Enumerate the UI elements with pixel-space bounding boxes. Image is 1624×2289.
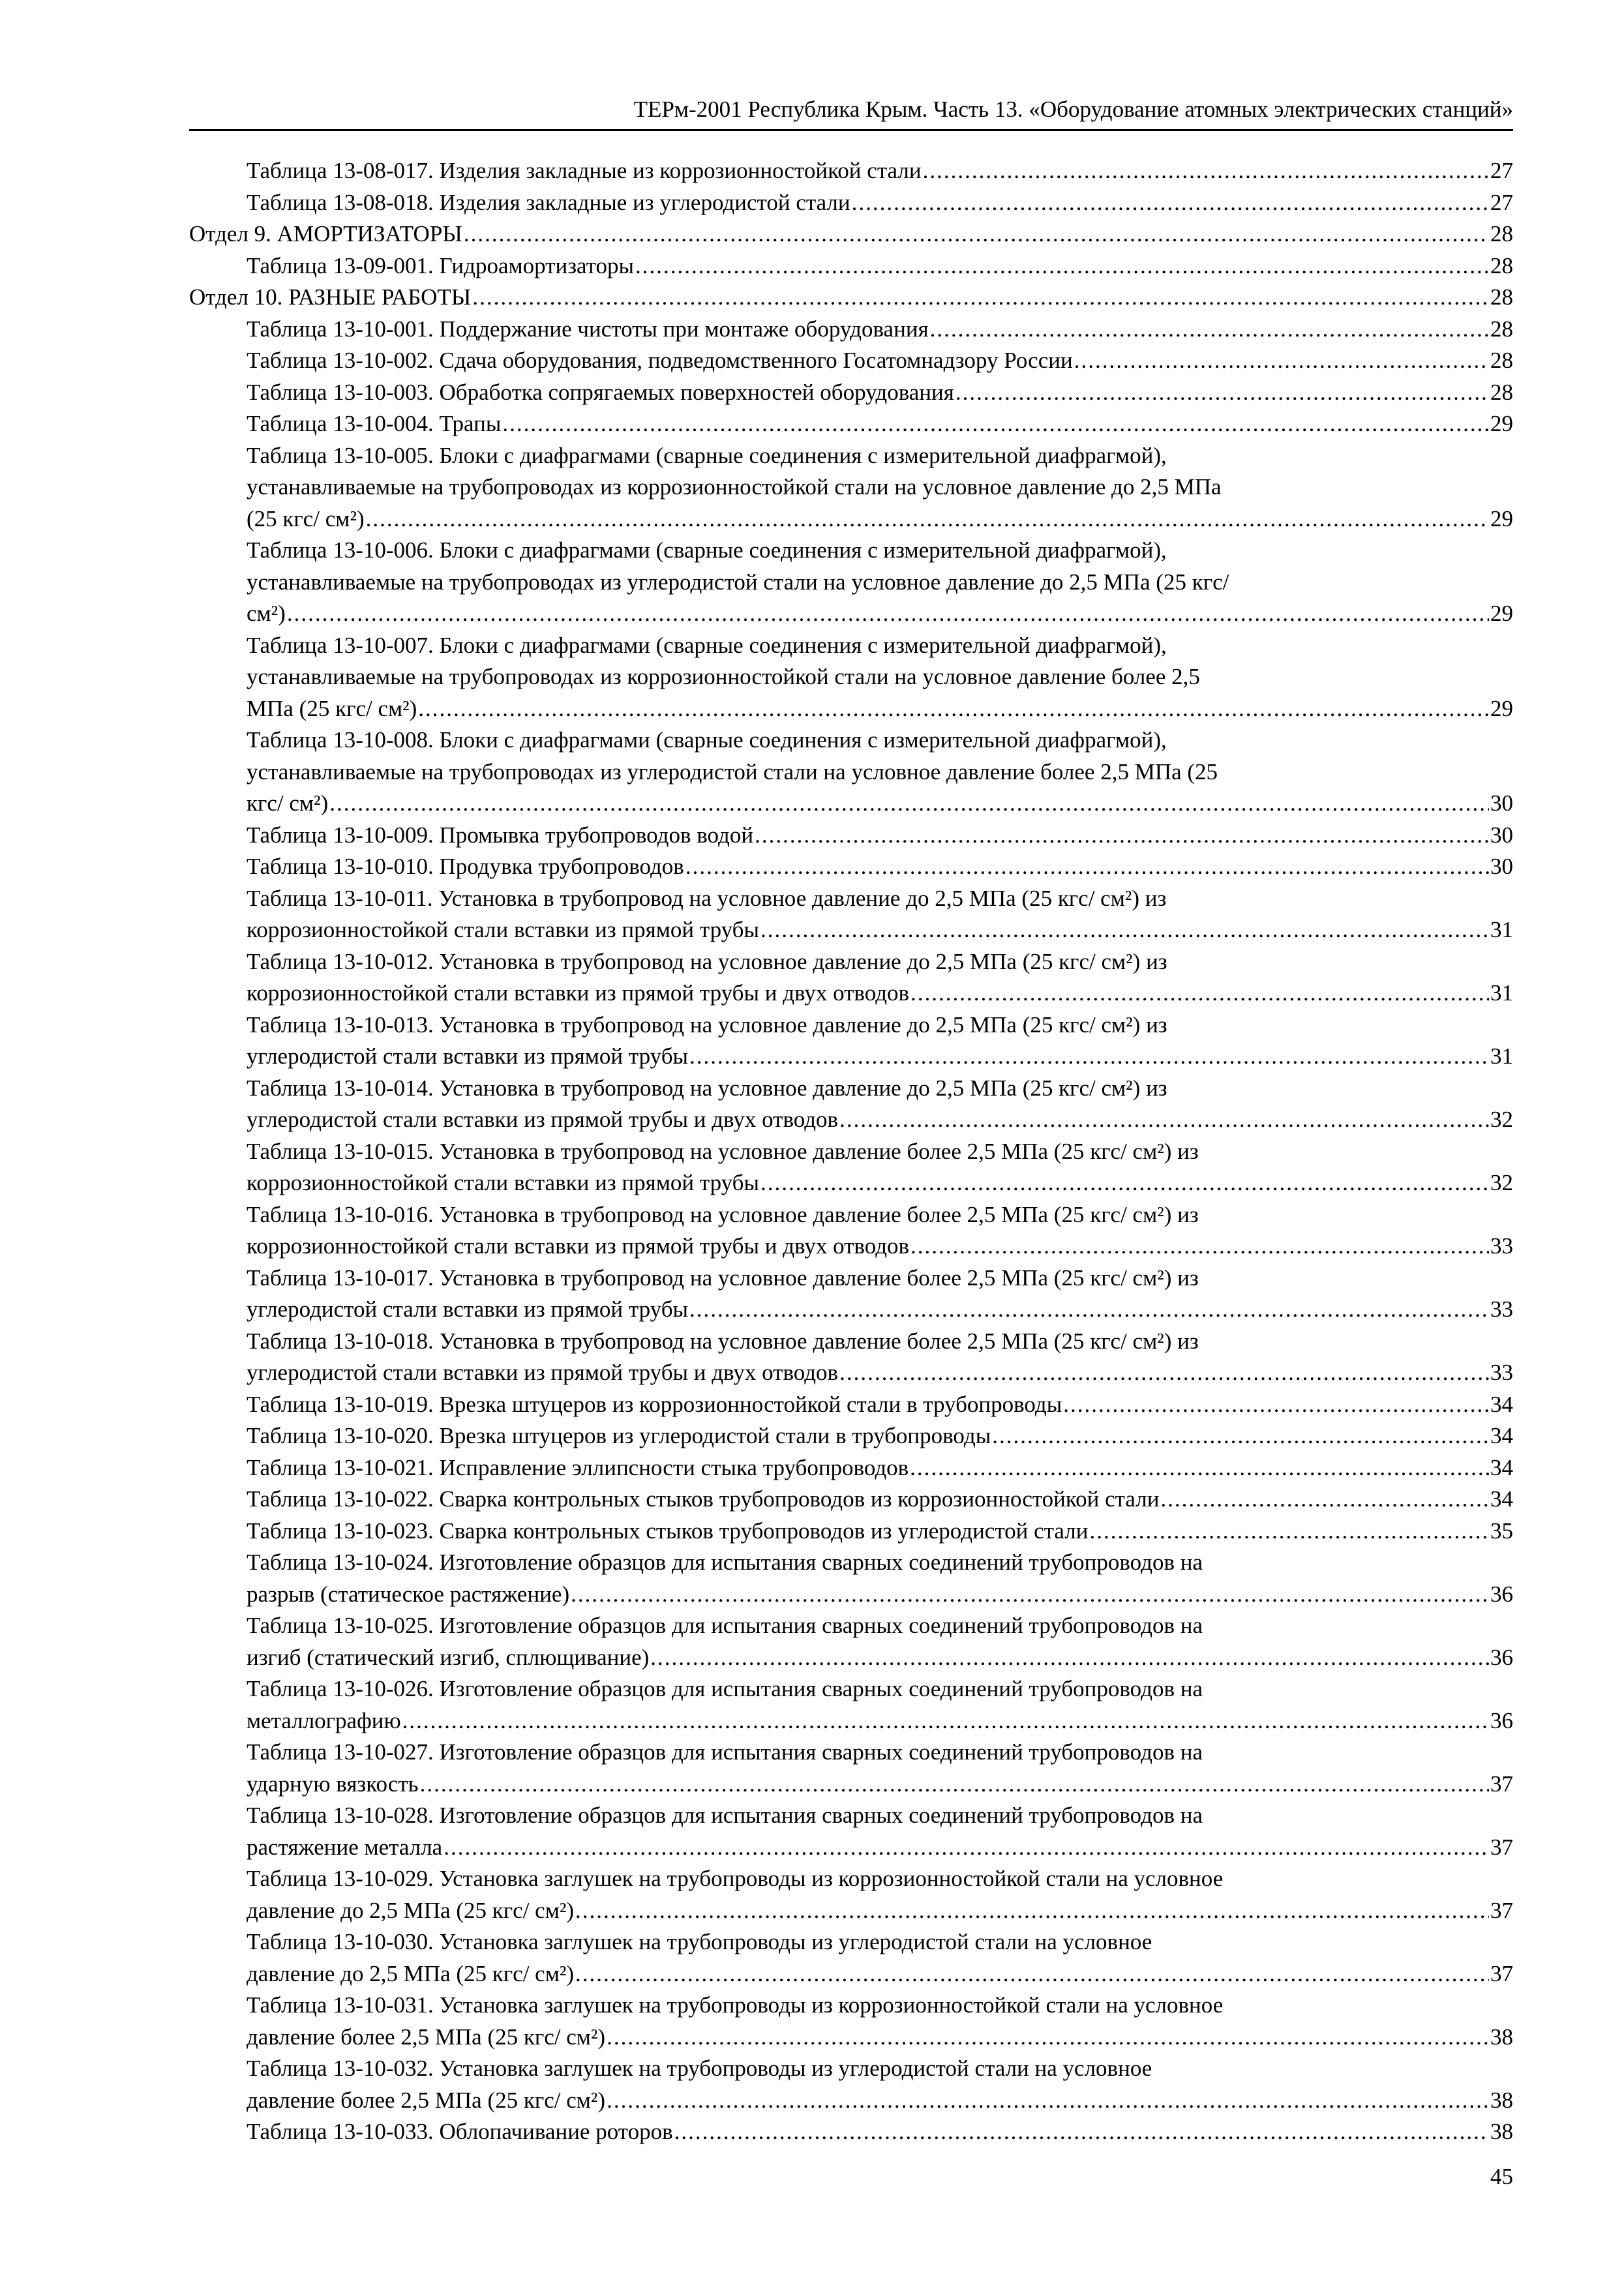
- toc-page-number: 33: [1490, 1233, 1513, 1259]
- toc-page-number: 37: [1490, 1897, 1513, 1923]
- toc-entry-last-line: [247, 598, 1513, 630]
- dot-leader: [910, 978, 1489, 1010]
- toc-page-number: 29: [1490, 411, 1513, 436]
- toc-page-number: 31: [1490, 1043, 1513, 1069]
- toc-entry-text-line: Таблица 13-10-004. Трапы: [247, 411, 502, 436]
- dot-leader: [689, 1294, 1489, 1326]
- toc-table-entry[interactable]: [189, 630, 1513, 725]
- toc-table-entry[interactable]: [189, 1610, 1513, 1673]
- dot-leader: [1063, 1389, 1489, 1421]
- toc-page-number: 33: [1490, 1360, 1513, 1385]
- toc-entry-text-line: Таблица 13-08-018. Изделия закладные из углеродистой стали: [247, 189, 850, 215]
- toc-entry-text-line: Таблица 13-10-009. Промывка трубопроводов водой: [247, 822, 754, 848]
- dot-leader: [910, 1231, 1489, 1263]
- dot-leader: [1089, 1516, 1489, 1548]
- toc-entry-last-line: [247, 1357, 1513, 1389]
- toc-entry-text-line: МПа (25 кгс/ см²): [247, 695, 417, 721]
- toc-table-entry[interactable]: [189, 1516, 1513, 1548]
- toc-entry-last-line: [247, 1294, 1513, 1326]
- toc-entry-text-line: Таблица 13-10-020. Врезка штуцеров из углеродистой стали в трубопроводы: [247, 1423, 991, 1448]
- running-header: ТЕРм-2001 Республика Крым. Часть 13. «Оборудование атомных электрических станций»: [633, 97, 1513, 122]
- toc-entry-text-line: Таблица 13-10-025. Изготовление образцов для испытания сварных соединений трубопроводов на: [247, 1613, 1203, 1638]
- dot-leader: [674, 2116, 1489, 2148]
- toc-entry-text-line: Таблица 13-09-001. Гидроамортизаторы: [247, 252, 634, 278]
- toc-entry-text-line: коррозионностойкой стали вставки из прямой трубы и двух отводов: [247, 980, 910, 1006]
- toc-entry-text-line: кгс/ см²): [247, 790, 329, 816]
- toc-entry-last-line: [247, 978, 1513, 1010]
- toc-entry-text-line: Таблица 13-10-002. Сдача оборудования, подведомственного Госатомнадзору России: [247, 348, 1073, 373]
- toc-entry-text-line: углеродистой стали вставки из прямой трубы и двух отводов: [247, 1107, 839, 1132]
- toc-page-number: 34: [1490, 1486, 1513, 1512]
- toc-page-number: 37: [1490, 1771, 1513, 1797]
- toc-entry-text-line: Таблица 13-10-022. Сварка контрольных стыков трубопроводов из коррозионностойкой стали: [247, 1486, 1160, 1512]
- toc-entry-text-line: коррозионностойкой стали вставки из прямой трубы: [247, 1170, 759, 1195]
- toc-entry-text-line: ударную вязкость: [247, 1771, 419, 1797]
- toc-entry-last-line: [247, 155, 1513, 187]
- toc-entry-text-line: Таблица 13-08-017. Изделия закладные из коррозионностойкой стали: [247, 158, 922, 183]
- toc-entry-last-line: [247, 1895, 1513, 1927]
- toc-entry-text-line: Таблица 13-10-028. Изготовление образцов для испытания сварных соединений трубопроводов на: [247, 1803, 1203, 1828]
- toc-section-entry[interactable]: [189, 282, 1513, 314]
- dot-leader: [571, 1579, 1489, 1611]
- toc-table-entry[interactable]: [189, 820, 1513, 852]
- toc-entry-text-line: Таблица 13-10-017. Установка в трубопровод на условное давление более 2,5 МПа (25 кгс/ см²) из: [247, 1264, 1199, 1291]
- toc-entry-text-line: Таблица 13-10-014. Установка в трубопровод на условное давление до 2,5 МПа (25 кгс/ см²) из: [247, 1075, 1167, 1101]
- toc-table-entry[interactable]: [189, 1990, 1513, 2053]
- toc-entry-text-line: Таблица 13-10-011. Установка в трубопровод на условное давление до 2,5 МПа (25 кгс/ см²) из: [247, 885, 1167, 911]
- toc-entry-text-line: Таблица 13-10-008. Блоки с диафрагмами (сварные соединения с измерительной диафрагмой),: [247, 727, 1167, 753]
- toc-entry-text-line: (25 кгс/ см²): [247, 505, 365, 531]
- dot-leader: [418, 693, 1489, 725]
- toc-entry-text-line: Отдел 10. РАЗНЫЕ РАБОТЫ: [189, 284, 472, 310]
- toc-page-number: 28: [1490, 316, 1513, 342]
- toc-entry-text-line: Таблица 13-10-024. Изготовление образцов для испытания сварных соединений трубопроводов на: [247, 1549, 1203, 1575]
- page-number: 45: [1490, 2164, 1513, 2189]
- toc-table-entry[interactable]: [189, 408, 1513, 440]
- toc-table-entry[interactable]: [189, 345, 1513, 377]
- toc-entry-last-line: [247, 1484, 1513, 1516]
- toc-page-number: 30: [1490, 822, 1513, 848]
- toc-table-entry[interactable]: [189, 1737, 1513, 1800]
- toc-section-entry[interactable]: [189, 218, 1513, 250]
- dot-leader: [1074, 345, 1489, 377]
- toc-table-entry[interactable]: [189, 725, 1513, 820]
- dot-leader: [760, 1167, 1489, 1199]
- toc-entry-text-line: Таблица 13-10-012. Установка в трубопровод на условное давление до 2,5 МПа (25 кгс/ см²) из: [247, 948, 1167, 974]
- toc-entry-last-line: [189, 218, 1513, 250]
- toc-entry-text-line: давление до 2,5 МПа (25 кгс/ см²): [247, 1897, 574, 1923]
- toc-table-entry[interactable]: [189, 250, 1513, 282]
- toc-entry-text-line: углеродистой стали вставки из прямой трубы и двух отводов: [247, 1360, 839, 1385]
- toc-page-number: 32: [1490, 1170, 1513, 1195]
- toc-entry-text-line: Таблица 13-10-013. Установка в трубопровод на условное давление до 2,5 МПа (25 кгс/ см²) из: [247, 1011, 1167, 1038]
- toc-table-entry[interactable]: [189, 883, 1513, 946]
- toc-entry-text-line: изгиб (статический изгиб, сплющивание): [247, 1644, 650, 1670]
- toc-table-entry[interactable]: [189, 1484, 1513, 1516]
- toc-entry-last-line: [247, 1041, 1513, 1073]
- dot-leader: [444, 1832, 1489, 1864]
- toc-entry-last-line: [247, 1642, 1513, 1674]
- toc-table-entry[interactable]: [189, 2053, 1513, 2116]
- toc-table-entry[interactable]: [189, 1326, 1513, 1389]
- toc-table-entry[interactable]: [189, 377, 1513, 409]
- toc-table-entry[interactable]: [189, 1420, 1513, 1452]
- dot-leader: [1160, 1484, 1489, 1516]
- header-rule: [189, 129, 1513, 131]
- toc-table-entry[interactable]: [189, 1136, 1513, 1199]
- toc-page-number: 34: [1490, 1423, 1513, 1448]
- toc-entry-text-line: Таблица 13-10-030. Установка заглушек на трубопроводы из углеродистой стали на условное: [247, 1929, 1152, 1954]
- toc-table-entry[interactable]: [189, 851, 1513, 883]
- dot-leader: [402, 1705, 1489, 1737]
- dot-leader: [689, 1041, 1489, 1073]
- toc-entry-last-line: [247, 314, 1513, 346]
- toc-entry-text-line: Отдел 9. АМОРТИЗАТОРЫ: [189, 221, 462, 247]
- toc-entry-last-line: [247, 1452, 1513, 1484]
- toc-entry-text-line: Таблица 13-10-033. Облопачивание роторов: [247, 2119, 673, 2144]
- toc-page-number: 29: [1490, 505, 1513, 531]
- toc-page-number: 36: [1490, 1581, 1513, 1607]
- toc-entry-text-line: углеродистой стали вставки из прямой трубы: [247, 1296, 689, 1322]
- dot-leader: [287, 598, 1489, 630]
- toc-page-number: 28: [1490, 348, 1513, 373]
- toc-entry-text-line: устанавливаемые на трубопроводах из коррозионностойкой стали на условное давление до 2,5 МПа: [247, 474, 1222, 500]
- toc-page-number: 29: [1490, 601, 1513, 626]
- toc-page-number: 29: [1490, 695, 1513, 721]
- toc-entry-last-line: [247, 1769, 1513, 1801]
- toc-entry-text-line: Таблица 13-10-019. Врезка штуцеров из коррозионностойкой стали в трубопроводы: [247, 1391, 1062, 1417]
- dot-leader: [955, 377, 1489, 409]
- toc-entry-text-line: Таблица 13-10-003. Обработка сопрягаемых поверхностей оборудования: [247, 379, 954, 405]
- toc-page-number: 36: [1490, 1707, 1513, 1733]
- dot-leader: [607, 2085, 1489, 2117]
- toc-page-number: 30: [1490, 790, 1513, 816]
- dot-leader: [839, 1104, 1489, 1136]
- toc-table-entry[interactable]: [189, 1389, 1513, 1421]
- toc-table-entry[interactable]: [189, 1673, 1513, 1737]
- toc-page-number: 34: [1490, 1454, 1513, 1480]
- toc-page-number: 35: [1490, 1518, 1513, 1544]
- toc-entry-text-line: растяжение металла: [247, 1834, 443, 1860]
- toc-page-number: 34: [1490, 1391, 1513, 1417]
- toc-entry-text-line: Таблица 13-10-005. Блоки с диафрагмами (сварные соединения с измерительной диафрагмой),: [247, 442, 1167, 468]
- dot-leader: [329, 788, 1489, 820]
- toc-entry-last-line: [247, 1705, 1513, 1737]
- toc-entry-last-line: [247, 1104, 1513, 1136]
- dot-leader: [502, 408, 1489, 440]
- toc-entry-last-line: [247, 1231, 1513, 1263]
- toc-entry-last-line: [247, 1167, 1513, 1199]
- toc-page-number: 32: [1490, 1107, 1513, 1132]
- toc-entry-text-line: Таблица 13-10-018. Установка в трубопровод на условное давление более 2,5 МПа (25 кгс/ см²) из: [247, 1328, 1199, 1354]
- toc-page-number: 31: [1490, 917, 1513, 942]
- dot-leader: [607, 2022, 1489, 2054]
- toc-table-entry[interactable]: [189, 440, 1513, 535]
- toc-entry-last-line: [247, 1420, 1513, 1452]
- toc-entry-text-line: Таблица 13-10-007. Блоки с диафрагмами (сварные соединения с измерительной диафрагмой),: [247, 632, 1167, 658]
- toc-entry-last-line: [247, 2085, 1513, 2117]
- dot-leader: [650, 1642, 1489, 1674]
- toc-entry-last-line: [247, 820, 1513, 852]
- dot-leader: [839, 1357, 1489, 1389]
- toc-entry-last-line: [247, 1516, 1513, 1548]
- toc-page-number: 28: [1490, 221, 1513, 247]
- toc-entry-text-line: Таблица 13-10-006. Блоки с диафрагмами (сварные соединения с измерительной диафрагмой),: [247, 537, 1167, 563]
- toc-table-entry[interactable]: [189, 1452, 1513, 1484]
- toc-entry-last-line: [247, 693, 1513, 725]
- toc-entry-last-line: [247, 408, 1513, 440]
- toc-entry-last-line: [247, 503, 1513, 535]
- toc-table-entry[interactable]: [189, 1199, 1513, 1263]
- toc-entry-text-line: Таблица 13-10-032. Установка заглушек на трубопроводы из углеродистой стали на условное: [247, 2056, 1152, 2081]
- toc-entry-text-line: Таблица 13-10-031. Установка заглушек на трубопроводы из коррозионностойкой стали на условное: [247, 1992, 1224, 2018]
- dot-leader: [910, 1452, 1489, 1484]
- dot-leader: [635, 250, 1489, 282]
- dot-leader: [575, 1895, 1489, 1927]
- dot-leader: [755, 820, 1489, 852]
- toc-table-entry[interactable]: [189, 1926, 1513, 1990]
- toc-table-entry[interactable]: [189, 314, 1513, 346]
- toc-table-entry[interactable]: [189, 2116, 1513, 2148]
- toc-entry-last-line: [247, 1579, 1513, 1611]
- toc-table-entry[interactable]: [189, 1800, 1513, 1863]
- toc-table-entry[interactable]: [189, 155, 1513, 187]
- toc-entry-text-line: коррозионностойкой стали вставки из прямой трубы и двух отводов: [247, 1233, 910, 1259]
- dot-leader: [852, 187, 1489, 219]
- toc-entry-text-line: разрыв (статическое растяжение): [247, 1581, 570, 1607]
- toc-entry-last-line: [247, 788, 1513, 820]
- toc-entry-last-line: [247, 914, 1513, 946]
- toc-entry-text-line: устанавливаемые на трубопроводах из коррозионностойкой стали на условное давление более 2,5: [247, 664, 1200, 689]
- toc-entry-text-line: Таблица 13-10-027. Изготовление образцов для испытания сварных соединений трубопроводов на: [247, 1739, 1203, 1765]
- toc-table-entry[interactable]: [189, 1073, 1513, 1136]
- dot-leader: [685, 851, 1489, 883]
- toc-entry-text-line: см²): [247, 601, 286, 626]
- toc-entry-text-line: Таблица 13-10-016. Установка в трубопровод на условное давление более 2,5 МПа (25 кгс/ см²) из: [247, 1201, 1199, 1227]
- toc-entry-last-line: [247, 851, 1513, 883]
- dot-leader: [930, 314, 1489, 346]
- toc-entry-last-line: [247, 1389, 1513, 1421]
- dot-leader: [923, 155, 1489, 187]
- toc-page-number: 38: [1490, 2119, 1513, 2144]
- toc-entry-last-line: [247, 377, 1513, 409]
- toc-table-entry[interactable]: [189, 1547, 1513, 1610]
- toc-entry-text-line: давление более 2,5 МПа (25 кгс/ см²): [247, 2024, 606, 2050]
- toc-entry-text-line: давление до 2,5 МПа (25 кгс/ см²): [247, 1960, 574, 1986]
- toc-page-number: 28: [1490, 252, 1513, 278]
- toc-entry-last-line: [247, 1958, 1513, 1990]
- toc-entry-text-line: коррозионностойкой стали вставки из прямой трубы: [247, 917, 759, 942]
- toc-entry-last-line: [247, 250, 1513, 282]
- dot-leader: [464, 218, 1489, 250]
- dot-leader: [575, 1958, 1489, 1990]
- toc-page-number: 38: [1490, 2024, 1513, 2050]
- toc-entry-text-line: устанавливаемые на трубопроводах из углеродистой стали на условное давление до 2,5 МПа (25 кгс/: [247, 569, 1229, 595]
- toc-entry-text-line: Таблица 13-10-001. Поддержание чистоты при монтаже оборудования: [247, 316, 929, 342]
- dot-leader: [992, 1420, 1489, 1452]
- toc-entry-last-line: [247, 1832, 1513, 1864]
- toc-table-entry[interactable]: [189, 535, 1513, 630]
- toc-page-number: 31: [1490, 980, 1513, 1006]
- toc-page-number: 36: [1490, 1644, 1513, 1670]
- toc-page-number: 33: [1490, 1296, 1513, 1322]
- dot-leader: [366, 503, 1489, 535]
- toc-page-number: 37: [1490, 1834, 1513, 1860]
- table-of-contents: [189, 155, 1513, 2148]
- toc-entry-last-line: [247, 2022, 1513, 2054]
- dot-leader: [472, 282, 1489, 314]
- toc-page-number: 28: [1490, 379, 1513, 405]
- toc-table-entry[interactable]: [189, 946, 1513, 1010]
- toc-page-number: 38: [1490, 2087, 1513, 2113]
- toc-table-entry[interactable]: [189, 1010, 1513, 1073]
- toc-page-number: 37: [1490, 1960, 1513, 1986]
- toc-entry-last-line: [247, 2116, 1513, 2148]
- toc-table-entry[interactable]: [189, 187, 1513, 219]
- toc-entry-text-line: углеродистой стали вставки из прямой трубы: [247, 1043, 689, 1069]
- toc-entry-text-line: Таблица 13-10-023. Сварка контрольных стыков трубопроводов из углеродистой стали: [247, 1518, 1089, 1544]
- toc-entry-text-line: Таблица 13-10-021. Исправление эллипсности стыка трубопроводов: [247, 1454, 909, 1480]
- toc-page-number: 28: [1490, 284, 1513, 310]
- toc-entry-last-line: [247, 187, 1513, 219]
- toc-entry-text-line: Таблица 13-10-015. Установка в трубопровод на условное давление более 2,5 МПа (25 кгс/ см²) из: [247, 1138, 1199, 1164]
- toc-page-number: 27: [1490, 189, 1513, 215]
- toc-table-entry[interactable]: [189, 1863, 1513, 1926]
- toc-entry-text-line: Таблица 13-10-029. Установка заглушек на трубопроводы из коррозионностойкой стали на условное: [247, 1866, 1224, 1891]
- toc-entry-last-line: [189, 282, 1513, 314]
- toc-entry-text-line: давление более 2,5 МПа (25 кгс/ см²): [247, 2087, 606, 2113]
- toc-page-number: 27: [1490, 158, 1513, 183]
- toc-entry-text-line: устанавливаемые на трубопроводах из углеродистой стали на условное давление более 2,5 МПа (25: [247, 758, 1218, 785]
- toc-entry-last-line: [247, 345, 1513, 377]
- toc-entry-text-line: Таблица 13-10-026. Изготовление образцов для испытания сварных соединений трубопроводов на: [247, 1676, 1203, 1701]
- dot-leader: [420, 1769, 1489, 1801]
- toc-table-entry[interactable]: [189, 1263, 1513, 1326]
- dot-leader: [760, 914, 1489, 946]
- toc-page-number: 30: [1490, 854, 1513, 879]
- toc-entry-text-line: Таблица 13-10-010. Продувка трубопроводов: [247, 854, 684, 879]
- toc-entry-text-line: металлографию: [247, 1707, 401, 1733]
